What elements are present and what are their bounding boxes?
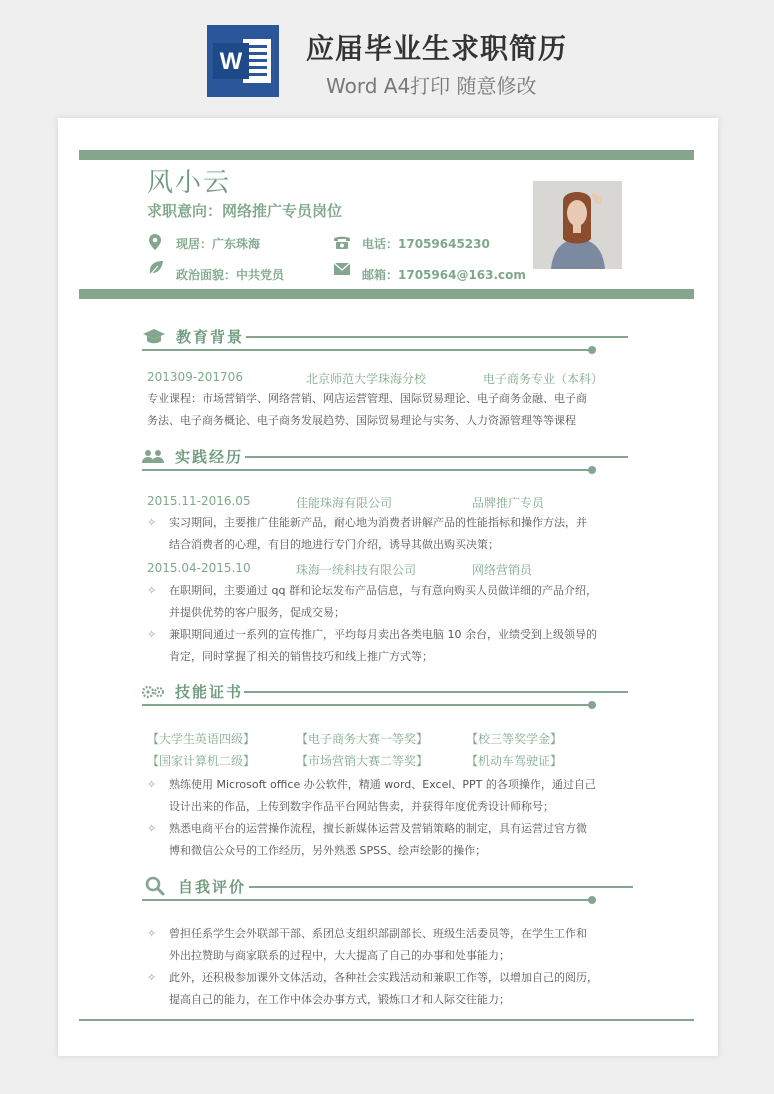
banner-subtitle: Word A4打印 随意修改 — [326, 74, 537, 98]
cert-item: 【大学生英语四级】 — [147, 732, 256, 746]
diamond-bullet-icon: ✧ — [147, 927, 157, 940]
phone-text: 电话：17059645230 — [362, 237, 490, 251]
header-bottom-bar — [79, 289, 694, 299]
skills-bullet1-line1: 熟练使用 Microsoft office 办公软件，精通 word、Excel、PPT 的各项操作，通过自己 — [169, 778, 596, 791]
education-title: 教育背景 — [176, 328, 245, 346]
location-icon — [147, 233, 163, 255]
self-eval-bullet2-line1: 此外，还积极参加课外文体活动，各种社会实践活动和兼职工作等，以增加自己的阅历， — [169, 971, 598, 984]
cert-item: 【国家计算机二级】 — [147, 754, 256, 768]
skills-bullet2-line1: 熟悉电商平台的运营操作流程，擅长新媒体运营及营销策略的制定，具有运营过官方微 — [169, 822, 587, 835]
section-rule — [142, 349, 592, 351]
section-dot — [588, 346, 596, 354]
job2-bullet2-line1: 兼职期间通过一系列的宣传推广，平均每月卖出各类电脑 10 余台，业绩受到上级领导的 — [169, 628, 597, 641]
diamond-bullet-icon: ✧ — [147, 516, 157, 529]
cert-item: 【校三等奖学金】 — [466, 732, 563, 746]
word-letter: W — [219, 48, 243, 75]
section-rule — [142, 704, 592, 706]
job1-company: 佳能珠海有限公司 — [296, 496, 393, 510]
job1-bullet1-line1: 实习期间，主要推广佳能新产品，耐心地为消费者讲解产品的性能指标和操作方法，并 — [169, 516, 587, 529]
gears-icon — [141, 683, 165, 703]
diamond-bullet-icon: ✧ — [147, 778, 157, 791]
section-rule — [142, 899, 592, 901]
footer-rule — [79, 1019, 694, 1021]
job2-bullet1-line2: 并提供优势的客户服务，促成交易； — [169, 606, 345, 619]
mail-icon — [333, 261, 351, 280]
cert-item: 【市场营销大赛二等奖】 — [296, 754, 429, 768]
practice-title: 实践经历 — [175, 448, 244, 466]
job2-bullet1-line1: 在职期间，主要通过 qq 群和论坛发布产品信息，与有意向购买人员做详细的产品介绍， — [169, 584, 597, 597]
edu-courses-line1: 专业课程：市场营销学、网络营销、网店运营管理、国际贸易理论、电子商务金融、电子商 — [147, 392, 587, 405]
edu-period: 201309-201706 — [147, 370, 243, 384]
section-dot — [588, 896, 596, 904]
section-rule — [245, 456, 628, 458]
skills-bullet2-line2: 博和微信公众号的工作经历，另外熟悉 SPSS、绘声绘影的操作； — [169, 844, 487, 857]
profile-photo — [533, 181, 622, 269]
email-text: 邮箱：1705964@163.com — [362, 268, 526, 282]
diamond-bullet-icon: ✧ — [147, 971, 157, 984]
job2-period: 2015.04-2015.10 — [147, 561, 251, 575]
edu-school: 北京师范大学珠海分校 — [306, 372, 427, 386]
job-intent: 求职意向：网络推广专员岗位 — [147, 202, 343, 220]
edu-major: 电子商务专业（本科） — [483, 372, 604, 386]
skills-bullet1-line2: 设计出来的作品，上传到数字作品平台网站售卖，并获得年度优秀设计师称号； — [169, 800, 554, 813]
word-icon — [207, 25, 279, 97]
leaf-icon — [147, 259, 165, 281]
self-eval-bullet2-line2: 提高自己的能力，在工作中体会办事方式，锻炼口才和人际交往能力； — [169, 993, 510, 1006]
section-rule — [246, 336, 628, 338]
section-rule — [142, 469, 592, 471]
section-dot — [588, 466, 596, 474]
diamond-bullet-icon: ✧ — [147, 628, 157, 641]
cert-item: 【电子商务大赛一等奖】 — [296, 732, 429, 746]
location-text: 现居：广东珠海 — [176, 237, 261, 251]
phone-icon — [333, 234, 351, 254]
job2-role: 网络营销员 — [472, 563, 533, 577]
job2-bullet2-line2: 肯定，同时掌握了相关的销售技巧和线上推广方式等； — [169, 650, 433, 663]
politics-text: 政治面貌：中共党员 — [176, 268, 285, 282]
self-eval-title: 自我评价 — [178, 878, 247, 896]
candidate-name: 风小云 — [147, 168, 232, 198]
skills-title: 技能证书 — [175, 683, 244, 701]
diamond-bullet-icon: ✧ — [147, 822, 157, 835]
graduation-cap-icon — [142, 327, 166, 349]
section-rule — [244, 691, 628, 693]
edu-courses-line2: 务法、电子商务概论、电子商务发展趋势、国际贸易理论与实务、人力资源管理等等课程 — [147, 414, 576, 427]
people-icon — [141, 448, 165, 468]
banner-title: 应届毕业生求职简历 — [306, 32, 568, 65]
job1-period: 2015.11-2016.05 — [147, 494, 251, 508]
job1-bullet1-line2: 结合消费者的心理，有目的地进行专门介绍，诱导其做出购买决策； — [169, 538, 499, 551]
search-icon — [145, 876, 165, 900]
self-eval-bullet1-line2: 外出拉赞助与商家联系的过程中，大大提高了自己的办事和处事能力； — [169, 949, 510, 962]
cert-item: 【机动车驾驶证】 — [466, 754, 563, 768]
section-rule — [249, 886, 633, 888]
job2-company: 珠海一统科技有限公司 — [296, 563, 417, 577]
diamond-bullet-icon: ✧ — [147, 584, 157, 597]
section-dot — [588, 701, 596, 709]
top-bar — [79, 150, 694, 160]
self-eval-bullet1-line1: 曾担任系学生会外联部干部、系团总支组织部副部长、班级生活委员等，在学生工作和 — [169, 927, 587, 940]
job1-role: 品牌推广专员 — [472, 496, 545, 510]
